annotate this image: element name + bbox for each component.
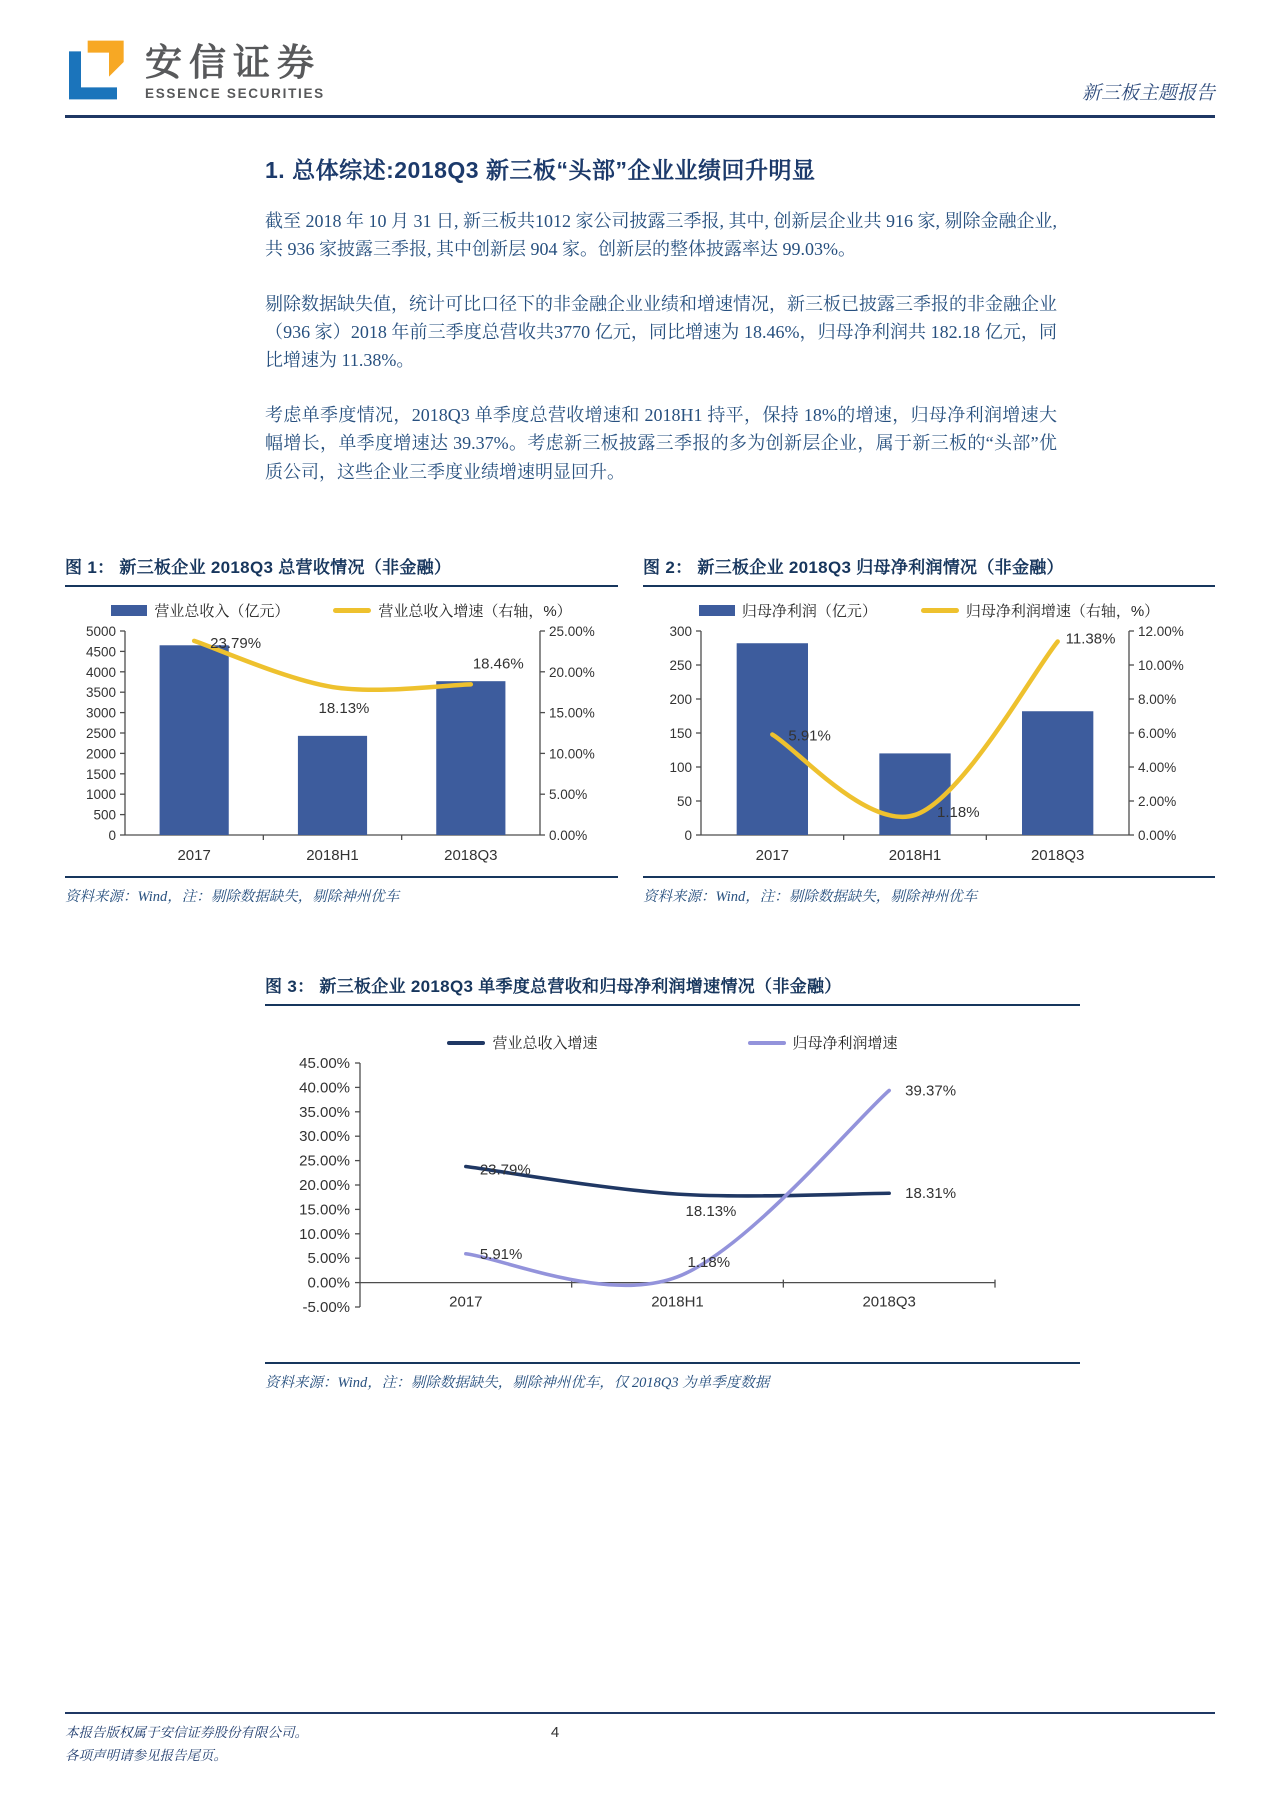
page-footer [65,1712,1215,1768]
svg-text:10.00%: 10.00% [299,1225,350,1243]
svg-text:35.00%: 35.00% [299,1103,350,1121]
main-content [265,152,1057,513]
svg-text:2018Q3: 2018Q3 [444,847,498,864]
svg-text:2500: 2500 [85,726,116,741]
svg-text:3500: 3500 [85,685,116,701]
legend-item-revenue-growth [447,1032,597,1053]
legend-item-profit-growth [921,600,1159,621]
svg-text:1.18%: 1.18% [937,803,980,821]
svg-text:6.00%: 6.00% [1138,726,1177,741]
svg-text:5.00%: 5.00% [307,1250,350,1268]
figure-1-chart [65,621,618,869]
svg-text:0: 0 [684,828,692,843]
svg-text:5.91%: 5.91% [788,727,831,745]
figure-1-legend [65,600,618,621]
legend-item-revenue-growth [333,600,571,621]
legend-label: 营业总收入增速 [492,1035,598,1052]
svg-text:4000: 4000 [85,664,116,680]
svg-text:23.79%: 23.79% [479,1161,531,1179]
bar-swatch-icon [699,605,735,616]
svg-text:100: 100 [669,760,692,775]
legend-label: 归母净利润增速 [792,1035,898,1052]
copyright-line-1: 本报告版权属于安信证券股份有限公司。 [65,1725,308,1740]
svg-text:2018H1: 2018H1 [306,847,359,864]
svg-text:0: 0 [108,828,116,843]
svg-text:150: 150 [669,726,692,741]
logo-name-en: ESSENCE SECURITIES [145,85,325,101]
svg-text:8.00%: 8.00% [1138,692,1177,707]
bar-swatch-icon [111,605,147,616]
svg-text:-5.00%: -5.00% [302,1299,350,1316]
svg-text:3000: 3000 [85,705,116,721]
svg-text:2017: 2017 [755,847,790,864]
figure-3-legend [265,1032,1080,1053]
figure-2-source: 资料来源：Wind，注：剔除数据缺失，剔除神州优车 [643,876,1215,906]
svg-text:15.00%: 15.00% [549,705,595,721]
line-swatch-icon [748,1041,786,1045]
figure-1-source: 资料来源：Wind，注：剔除数据缺失，剔除神州优车 [65,876,618,906]
svg-text:23.79%: 23.79% [210,634,262,652]
legend-item-revenue [111,600,289,621]
paragraph-2: 剔除数据缺失值，统计可比口径下的非金融企业业绩和增速情况，新三板已披露三季报的非金融企业（936 家）2018 年前三季度总营收共3770 亿元，同比增速为 18.46%，归母净利润共 182.18 亿元，同比增速为 11.38%。 [265,294,1057,371]
svg-text:500: 500 [93,807,116,823]
svg-text:12.00%: 12.00% [1138,624,1184,639]
svg-text:2018H1: 2018H1 [651,1293,704,1311]
legend-label: 归母净利润（亿元） [741,603,877,620]
svg-text:50: 50 [676,794,692,809]
svg-text:1500: 1500 [85,766,116,782]
legend-label: 营业总收入增速（右轴，%） [378,603,572,620]
legend-item-profit [699,600,877,621]
svg-text:5.91%: 5.91% [479,1245,523,1263]
svg-text:18.46%: 18.46% [472,655,524,673]
svg-text:0.00%: 0.00% [307,1274,350,1292]
svg-text:18.31%: 18.31% [905,1185,957,1203]
figure-3 [265,972,1080,1392]
legend-label: 归母净利润增速（右轴，%） [965,603,1160,620]
svg-text:15.00%: 15.00% [299,1201,350,1219]
logo-name-cn: 安信证券 [145,42,321,84]
figures-row [65,553,1215,906]
figure-3-chart [265,1053,1055,1355]
svg-text:11.38%: 11.38% [1065,630,1116,648]
svg-text:25.00%: 25.00% [549,624,595,639]
svg-text:5.00%: 5.00% [549,787,588,803]
svg-text:0.00%: 0.00% [1138,828,1177,843]
figure-1-title: 图 1： 新三板企业 2018Q3 总营收情况（非金融） [65,553,618,587]
svg-text:4500: 4500 [85,644,116,660]
figure-2 [643,553,1215,906]
legend-item-profit-growth [748,1032,898,1053]
svg-text:200: 200 [669,692,692,707]
figure-3-source: 资料来源：Wind，注：剔除数据缺失，剔除神州优车，仅 2018Q3 为单季度数据 [265,1362,1080,1392]
svg-text:25.00%: 25.00% [299,1152,350,1170]
line-swatch-icon [921,608,959,613]
svg-text:2018H1: 2018H1 [888,847,942,864]
figure-3-title: 图 3： 新三板企业 2018Q3 单季度总营收和归母净利润增速情况（非金融） [265,972,1080,1006]
svg-text:45.00%: 45.00% [299,1055,350,1072]
paragraph-1: 截至 2018 年 10 月 31 日, 新三板共1012 家公司披露三季报, 其中, 创新层企业共 916 家, 剔除金融企业, 共 936 家披露三季报, 其中创新层 904 家。创新层的整体披露率达 99.03%。 [265,211,1057,260]
svg-text:2018Q3: 2018Q3 [862,1293,916,1311]
svg-text:30.00%: 30.00% [299,1128,350,1146]
svg-text:250: 250 [669,658,692,673]
figure-2-legend [643,600,1215,621]
copyright-line-2: 各项声明请参见报告尾页。 [65,1747,227,1763]
legend-label: 营业总收入（亿元） [154,603,290,620]
svg-text:0.00%: 0.00% [549,828,588,843]
svg-text:1000: 1000 [85,787,116,803]
svg-text:1.18%: 1.18% [687,1253,731,1271]
logo-text [145,44,325,101]
figure-3-wrap [265,972,1080,1392]
company-logo [65,38,325,107]
svg-text:20.00%: 20.00% [549,664,595,680]
page-number: 4 [550,1724,560,1741]
svg-text:10.00%: 10.00% [549,746,595,762]
svg-text:2017: 2017 [177,847,211,864]
svg-text:2017: 2017 [449,1293,483,1311]
section-title: 1. 总体综述:2018Q3 新三板“头部”企业业绩回升明显 [265,157,816,183]
line-swatch-icon [333,608,371,613]
svg-text:20.00%: 20.00% [299,1177,350,1194]
line-swatch-icon [447,1041,485,1045]
figure-2-chart [643,621,1215,869]
svg-text:10.00%: 10.00% [1138,658,1184,673]
svg-text:4.00%: 4.00% [1138,760,1177,775]
logo-cube-icon [65,38,129,107]
svg-text:5000: 5000 [85,624,116,639]
svg-text:2.00%: 2.00% [1138,794,1177,809]
figure-1 [65,553,618,906]
svg-text:300: 300 [669,624,692,639]
page-header [65,28,1215,118]
svg-text:18.13%: 18.13% [685,1203,737,1221]
svg-text:2018Q3: 2018Q3 [1030,847,1085,864]
svg-text:2000: 2000 [85,746,116,762]
report-type-label: 新三板主题报告 [1081,83,1215,104]
paragraph-3: 考虑单季度情况，2018Q3 单季度总营收增速和 2018H1 持平，保持 18%的增速，归母净利润增速大幅增长，单季度增速达 39.37%。考虑新三板披露三季报的多为创新层企业，属于新三板的“头部”优质公司，这些企业三季度业绩增速明显回升。 [265,405,1057,482]
figure-2-title: 图 2： 新三板企业 2018Q3 归母净利润情况（非金融） [643,553,1215,587]
svg-text:39.37%: 39.37% [905,1082,957,1100]
svg-text:18.13%: 18.13% [318,700,370,718]
svg-text:40.00%: 40.00% [299,1079,350,1097]
